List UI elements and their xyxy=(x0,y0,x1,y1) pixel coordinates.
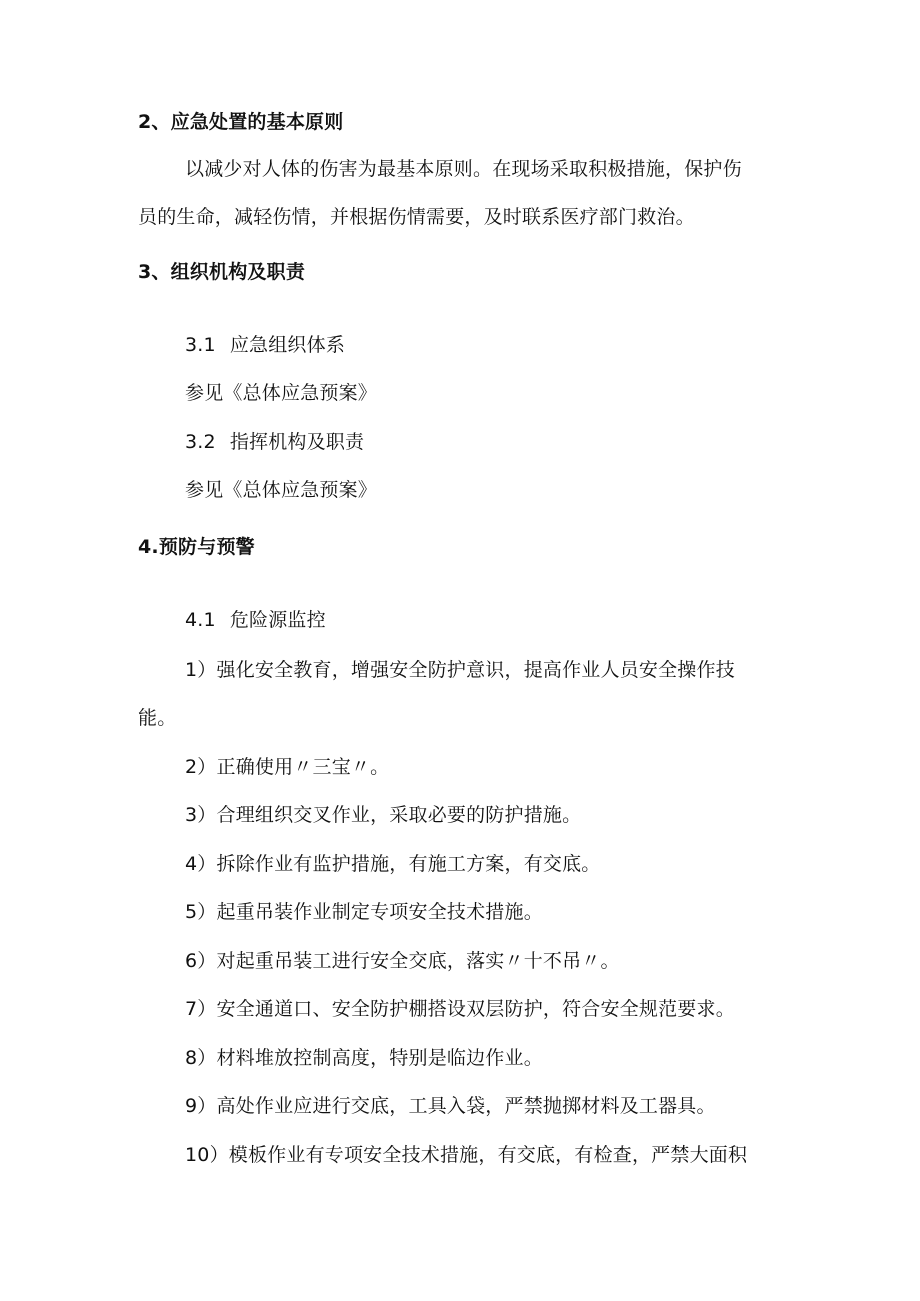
section-3-heading: 3、组织机构及职责 xyxy=(138,261,306,283)
subsection-4-1 xyxy=(185,608,326,632)
list-item-1-line-1: 1）强化安全教育，增强安全防护意识，提高作业人员安全操作技 xyxy=(185,659,735,681)
list-item-1-line-2: 能。 xyxy=(138,707,177,729)
subsection-3-1-title: 应急组织体系 xyxy=(229,334,346,356)
list-item-3: 3）合理组织交叉作业，采取必要的防护措施。 xyxy=(185,804,582,826)
subsection-3-2-reference: 参见《总体应急预案》 xyxy=(185,479,378,501)
section-4-heading: 4.预防与预警 xyxy=(138,536,255,558)
subsection-4-1-title: 危险源监控 xyxy=(229,609,326,631)
list-item-8: 8）材料堆放控制高度，特别是临边作业。 xyxy=(185,1047,543,1069)
list-item-4: 4）拆除作业有监护措施，有施工方案，有交底。 xyxy=(185,853,601,875)
section-2-paragraph-line-2: 员的生命，减轻伤情，并根据伤情需要，及时联系医疗部门救治。 xyxy=(138,206,695,228)
subsection-3-1-number: 3.1 xyxy=(185,334,216,356)
list-item-9: 9）高处作业应进行交底，工具入袋，严禁抛掷材料及工器具。 xyxy=(185,1095,716,1117)
list-item-7: 7）安全通道口、安全防护棚搭设双层防护，符合安全规范要求。 xyxy=(185,998,735,1020)
subsection-3-1-reference: 参见《总体应急预案》 xyxy=(185,382,378,404)
list-item-5: 5）起重吊装作业制定专项安全技术措施。 xyxy=(185,901,543,923)
list-item-6: 6）对起重吊装工进行安全交底，落实〃十不吊〃。 xyxy=(185,950,620,972)
subsection-3-2-title: 指挥机构及职责 xyxy=(229,431,365,453)
subsection-3-2 xyxy=(185,430,364,454)
section-2-heading: 2、应急处置的基本原则 xyxy=(138,111,344,133)
subsection-3-1 xyxy=(185,333,345,357)
subsection-4-1-number: 4.1 xyxy=(185,609,216,631)
list-item-2: 2）正确使用〃三宝〃。 xyxy=(185,756,390,778)
section-2-paragraph-line-1: 以减少对人体的伤害为最基本原则。在现场采取积极措施，保护伤 xyxy=(185,158,742,180)
list-item-10: 10）模板作业有专项安全技术措施，有交底，有检查，严禁大面积 xyxy=(185,1144,748,1166)
subsection-3-2-number: 3.2 xyxy=(185,431,216,453)
